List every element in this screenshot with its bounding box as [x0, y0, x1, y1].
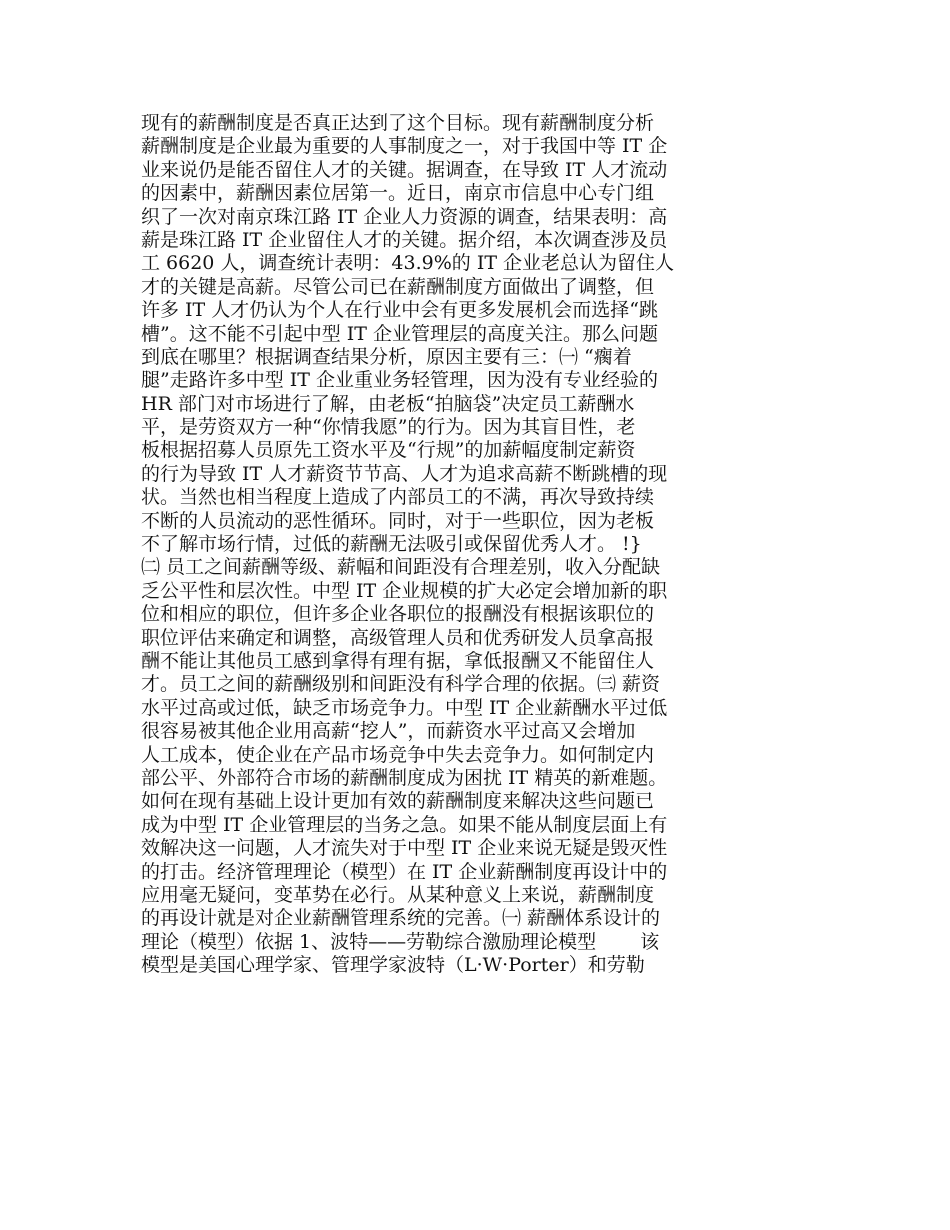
text-line: 许多 IT 人才仍认为个人在行业中会有更多发展机会而选择“跳	[141, 299, 658, 322]
text-line: 腿”走路许多中型 IT 企业重业务轻管理，因为没有专业经验的	[141, 369, 658, 392]
text-line: 乏公平性和层次性。中型 IT 企业规模的扩大必定会增加新的职	[141, 579, 668, 602]
text-line: 平，是劳资双方一种“你情我愿”的行为。因为其盲目性，老	[141, 416, 636, 439]
text-line: 才的关键是高薪。尽管公司已在薪酬制度方面做出了调整，但	[141, 275, 655, 298]
text-line: 的打击。经济管理理论（模型）在 IT 企业薪酬制度再设计中的	[141, 860, 668, 883]
text-line: 工 6620 人，调查统计表明：43.9%的 IT 企业老总认为留住人	[141, 252, 675, 275]
text-line: 状。当然也相当程度上造成了内部员工的不满，再次导致持续	[141, 486, 655, 509]
text-line: ㈡ 员工之间薪酬等级、薪幅和间距没有合理差别，收入分配缺	[141, 556, 661, 579]
text-line: 槽”。这不能不引起中型 IT 企业管理层的高度关注。那么问题	[141, 322, 658, 345]
text-line: 到底在哪里？根据调查结果分析，原因主要有三：㈠ “瘸着	[141, 345, 632, 368]
text-line: 理论（模型）依据 1、波特——劳勒综合激励理论模型 该	[141, 930, 660, 953]
text-line: 效解决这一问题，人才流失对于中型 IT 企业来说无疑是毁灭性	[141, 837, 668, 860]
text-line: 应用毫无疑问，变革势在必行。从某种意义上来说，薪酬制度	[141, 883, 655, 906]
text-line: 如何在现有基础上设计更加有效的薪酬制度来解决这些问题已	[141, 790, 655, 813]
text-line: 薪酬制度是企业最为重要的人事制度之一，对于我国中等 IT 企	[141, 135, 668, 158]
text-line: HR 部门对市场进行了解，由老板“拍脑袋”决定员工薪酬水	[141, 392, 635, 415]
text-line: 部公平、外部符合市场的薪酬制度成为困扰 IT 精英的新难题。	[141, 766, 668, 789]
text-line: 才。员工之间的薪酬级别和间距没有科学合理的依据。㈢ 薪资	[141, 673, 661, 696]
text-line: 的再设计就是对企业薪酬管理系统的完善。㈠ 薪酬体系设计的	[141, 907, 661, 930]
text-line: 薪是珠江路 IT 企业留住人才的关键。据介绍，本次调查涉及员	[141, 228, 668, 251]
text-line: 位和相应的职位，但许多企业各职位的报酬没有根据该职位的	[141, 603, 655, 626]
text-line: 织了一次对南京珠江路 IT 企业人力资源的调查，结果表明：高	[141, 205, 668, 228]
text-line: 不断的人员流动的恶性循环。同时，对于一些职位，因为老板	[141, 509, 655, 532]
text-line: 业来说仍是能否留住人才的关键。据调查，在导致 IT 人才流动	[141, 158, 668, 181]
text-line: 现有的薪酬制度是否真正达到了这个目标。现有薪酬制度分析	[141, 112, 655, 134]
text-line: 很容易被其他企业用高薪“挖人”，而薪资水平过高又会增加	[141, 720, 636, 743]
text-line: 模型是美国心理学家、管理学家波特（L·W·Porter）和劳勒	[141, 954, 645, 977]
text-line: 板根据招募人员原先工资水平及“行规”的加薪幅度制定薪资	[141, 439, 636, 462]
text-line: 成为中型 IT 企业管理层的当务之急。如果不能从制度层面上有	[141, 813, 668, 836]
text-line: 人工成本，使企业在产品市场竞争中失去竞争力。如何制定内	[141, 743, 655, 766]
text-line: 水平过高或过低，缺乏市场竞争力。中型 IT 企业薪酬水平过低	[141, 696, 668, 719]
body-text	[141, 112, 741, 977]
text-line: 酬不能让其他员工感到拿得有理有据，拿低报酬又不能留住人	[141, 649, 655, 672]
text-line: 的行为导致 IT 人才薪资节节高、人才为追求高薪不断跳槽的现	[141, 462, 668, 485]
text-line: 职位评估来确定和调整，高级管理人员和优秀研发人员拿高报	[141, 626, 655, 649]
text-line: 不了解市场行情，过低的薪酬无法吸引或保留优秀人才。 !}	[141, 533, 642, 556]
text-line: 的因素中，薪酬因素位居第一。近日，南京市信息中心专门组	[141, 182, 655, 205]
